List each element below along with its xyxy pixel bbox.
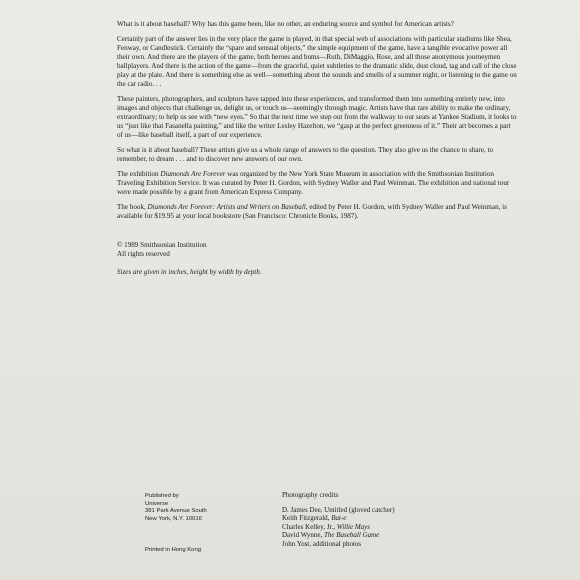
credits-heading: Photography credits [282, 491, 339, 499]
credit-dee: D. James Dee, Untitled (gloved catcher) [282, 505, 395, 514]
book-paragraph [117, 203, 517, 221]
publisher-street: 381 Park Avenue South [145, 508, 207, 515]
credit-fitzgerald-name: Keith Fitzgerald, [282, 514, 332, 523]
publisher-city: New York, N.Y. 10016 [145, 515, 202, 522]
book-text-before: The book, [117, 202, 148, 211]
publisher-block [145, 493, 207, 523]
copyright-line: © 1989 Smithsonian Institution [117, 240, 207, 249]
credit-fitzgerald-work: Bat-e [331, 514, 347, 523]
artists-paragraph: These painters, photographers, and sculptors have tapped into these experiences, and transformed them into something entirely new, into images and objects that challenge us, delight us, or touch us—seemingly through magic. Artists have that rare ability to make the ordinary, extraordinary; to help us see with “new eyes.” So that the next time we step out from the walkway to our seats at Yankee Stadium, it looks to us “just like that Fasanella painting,” and like the writer Lesley Hazelton, we “gasp at the perfect greenness of it.” Their art becomes a part of us—like baseball itself, a part of our experience. [117, 94, 517, 140]
rights-line: All rights reserved [117, 249, 170, 258]
credit-kelley-name: Charles Kelley, Jr., [282, 522, 337, 531]
copyright-block [117, 241, 517, 259]
credit-wynne-work: The Baseball Game [324, 531, 380, 540]
credit-wynne [282, 531, 395, 540]
sizes-note: Sizes are given in inches, height by width by depth. [117, 267, 262, 276]
credit-wynne-name: David Wynne, [282, 531, 325, 540]
credit-kelley-work: Willie Mays [336, 522, 371, 531]
exhibition-paragraph [117, 170, 517, 197]
credit-yost: John Yost, additional photos [282, 539, 362, 548]
credit-fitzgerald [282, 514, 395, 523]
printed-in: Printed in Hong Kong [145, 547, 201, 553]
book-text-after: , edited by Peter H. Gordon, with Sydney Waller and Paul Weinman, is available for $19.95 at your local bookstore (San Francisco: Chronicle Books, 1987). [117, 202, 507, 220]
publisher-label: Published by [145, 493, 179, 499]
conclusion-paragraph: So what is it about baseball? These artists give us a whole range of answers to the question. They also give us the chance to share, to remember, to dream . . . and to discover new answers of our own. [117, 145, 494, 163]
exhibition-text-before: The exhibition [117, 169, 161, 178]
credit-kelley [282, 523, 395, 532]
book-title: Diamonds Are Forever: Artists and Writers on Baseball [147, 202, 306, 211]
publisher-name: Universe [145, 500, 169, 507]
intro-paragraph: What is it about baseball? Why has this game been, like no other, an enduring source and symbol for American artists? [117, 20, 454, 28]
body-text [117, 20, 517, 283]
answer-paragraph: Certainly part of the answer lies in the very place the game is played, in that special web of associations with particular stadiums like Shea, Fenway, or Candlestick. Certainly the “spare and sensual objects,” the simple equipment of the game, have a tangible evocative power all their own. And there are the players of the game, both heroes and bums—Ruth, DiMaggio, Rose, and all those anonymous journeymen ballplayers. And there is the action of the game—from the graceful, quiet subtleties to the dramatic slide, dust cloud, tag and call of the close play at the plate. And there is something else as well—something about the sounds and smells of a summer night, or listening to the game on the car radio. . . [117, 34, 517, 89]
photography-credits [282, 491, 395, 549]
exhibition-title: Diamonds Are Forever [160, 169, 226, 178]
exhibition-text-after: was organized by the New York State Museum in association with the Smithsonian Institution Traveling Exhibition Service. It was curated by Peter H. Gordon, with Sydney Waller and Paul Weinman. The exhibition and national tour were made possible by a grant from American Express Company. [117, 169, 510, 196]
